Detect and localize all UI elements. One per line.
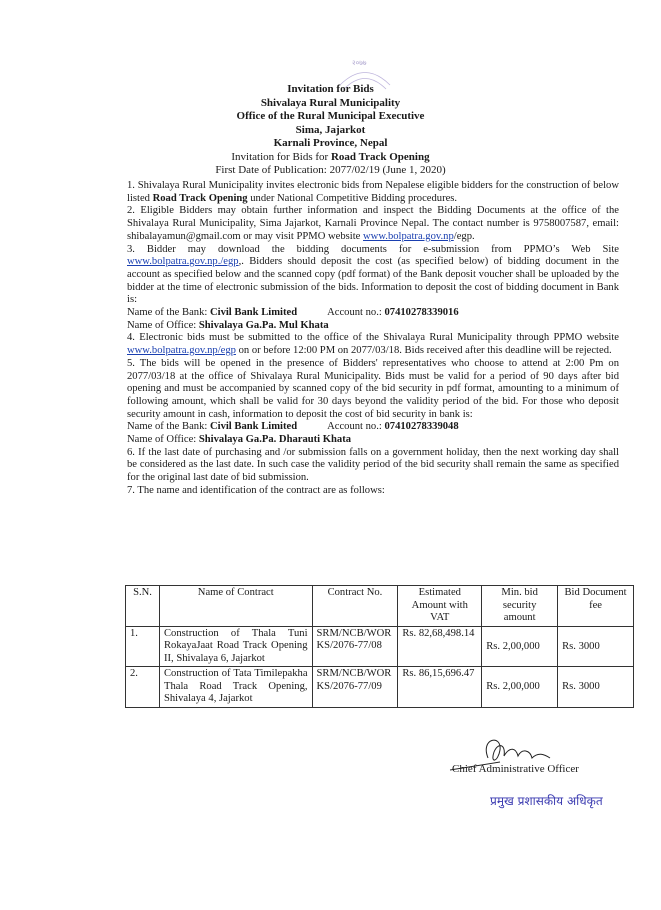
municipality-name: Shivalaya Rural Municipality (260, 96, 401, 109)
paragraph-4: 4. Electronic bids must be submitted to the office of the Shivalaya Rural Municipality through PPMO website www.bolpatra.gov.np/egp on or before 12:00 PM on 2077/03/18. Bids received after this deadline will be rejected. (127, 332, 619, 357)
cell-name: Construction of Thala Tuni RokayaJaat Road Track Opening II, Shivalaya 6, Jajarkot (159, 626, 312, 667)
cell-contract-no: SRM/NCB/WORKS/2076-77/09 (312, 667, 398, 708)
ppmo-submit-link[interactable]: www.bolpatra.gov.np/egp (127, 345, 236, 357)
signatory-title: Chief Administrative Officer (452, 763, 579, 775)
cell-fee: Rs. 3000 (558, 667, 634, 708)
invitation-prefix: Invitation for Bids for (231, 151, 331, 163)
signatory-title-nepali: प्रमुख प्रशासकीय अधिकृत (490, 794, 603, 808)
ppmo-egp-link[interactable]: www.bolpatra.gov.np./egp (127, 256, 239, 268)
cell-amount: Rs. 82,68,498.14 (398, 626, 482, 667)
col-estimated-amount: Estimated Amount with VAT (398, 586, 482, 627)
cell-sn: 2. (126, 667, 160, 708)
ppmo-link[interactable]: www.bolpatra.gov.np (363, 230, 454, 242)
office-name: Office of the Rural Municipal Executive (236, 110, 425, 122)
contract-table (125, 585, 634, 708)
cell-security: Rs. 2,00,000 (482, 626, 558, 667)
svg-text:२०७७: २०७७ (352, 59, 367, 67)
table-header-row (126, 586, 634, 627)
cell-sn: 1. (126, 626, 160, 667)
table-row (126, 667, 634, 708)
col-name: Name of Contract (159, 586, 312, 627)
invitation-bold: Road Track Opening (330, 151, 430, 163)
paragraph-3: 3. Bidder may download the bidding documents for e-submission from PPMO’s Web Site www.bolpatra.gov.np./egp,. Bidders should deposit the cost (as specified below) of bidding document in the account as specified below and the scanned copy (pdf format) of the Bank deposit voucher shall be uploaded by the bidder at the time of electronic submission of the bids. Information to deposit the cost of bidding document in Bank is: (127, 243, 619, 306)
table-row (126, 626, 634, 667)
cell-amount: Rs. 86,15,696.47 (398, 667, 482, 708)
header-title: Invitation for Bids (287, 83, 374, 95)
bank-info-1: Name of the Bank: Civil Bank Limited Account no.: 07410278339016 (127, 307, 459, 319)
notice-body (127, 180, 619, 498)
cell-security: Rs. 2,00,000 (482, 667, 558, 708)
col-bid-security: Min. bid security amount (482, 586, 558, 627)
cell-name: Construction of Tata Timilepakha Thala Road Track Opening, Shivalaya 4, Jajarkot (159, 667, 312, 708)
col-document-fee: Bid Document fee (558, 586, 634, 627)
cell-contract-no: SRM/NCB/WORKS/2076-77/08 (312, 626, 398, 667)
paragraph-1: 1. Shivalaya Rural Municipality invites electronic bids from Nepalese eligible bidders for the construction of below listed Road Track Opening under National Competitive Bidding procedures. (127, 180, 619, 204)
cell-fee: Rs. 3000 (558, 626, 634, 667)
office-info-2: Name of Office: Shivalaya Ga.Pa. Dharauti Khata (127, 434, 352, 446)
paragraph-7: 7. The name and identification of the contract are as follows: (127, 484, 385, 496)
publication-date: First Date of Publication: 2077/02/19 (June 1, 2020) (215, 164, 446, 176)
invitation-line (0, 151, 661, 164)
province: Karnali Province, Nepal (273, 137, 388, 149)
paragraph-2: 2. Eligible Bidders may obtain further information and inspect the Bidding Documents at the office of the Shivalaya Rural Municipality, Sima Jajarkot, Karnali Province Nepal. The contact number is 9758007587, email: shibalayamun@gmail.com or may visit PPMO website www.bolpatra.gov.np/egp. (127, 205, 619, 242)
bank-info-2: Name of the Bank: Civil Bank Limited Account no.: 07410278339048 (127, 421, 459, 433)
col-sn: S.N. (126, 586, 160, 627)
col-contract-no: Contract No. (312, 586, 398, 627)
header-block (0, 83, 661, 151)
location: Sima, Jajarkot (295, 123, 366, 136)
office-info-1: Name of Office: Shivalaya Ga.Pa. Mul Khata (127, 319, 329, 331)
paragraph-6: 6. If the last date of purchasing and /or submission falls on a government holiday, then the next working day shall be considered as the last date. In such case the validity period of the bid security shall remain the same as specified for the original last date of bid submission. (127, 446, 619, 484)
paragraph-5: 5. The bids will be opened in the presence of Bidders' representatives who choose to attend at 2:00 Pm on 2077/03/18 at the office of Shivalaya Rural Municipality. Bids must be valid for a period of 90 days after bid opening and must be accompanied by scanned copy of the bid security in pdf format, amounting to a minimum of following amount, which shall be valid for 30 days beyond the validity period of the bid. For those who deposit security amount in cash, information to deposit the cost of bid security in bank is: (127, 357, 619, 420)
